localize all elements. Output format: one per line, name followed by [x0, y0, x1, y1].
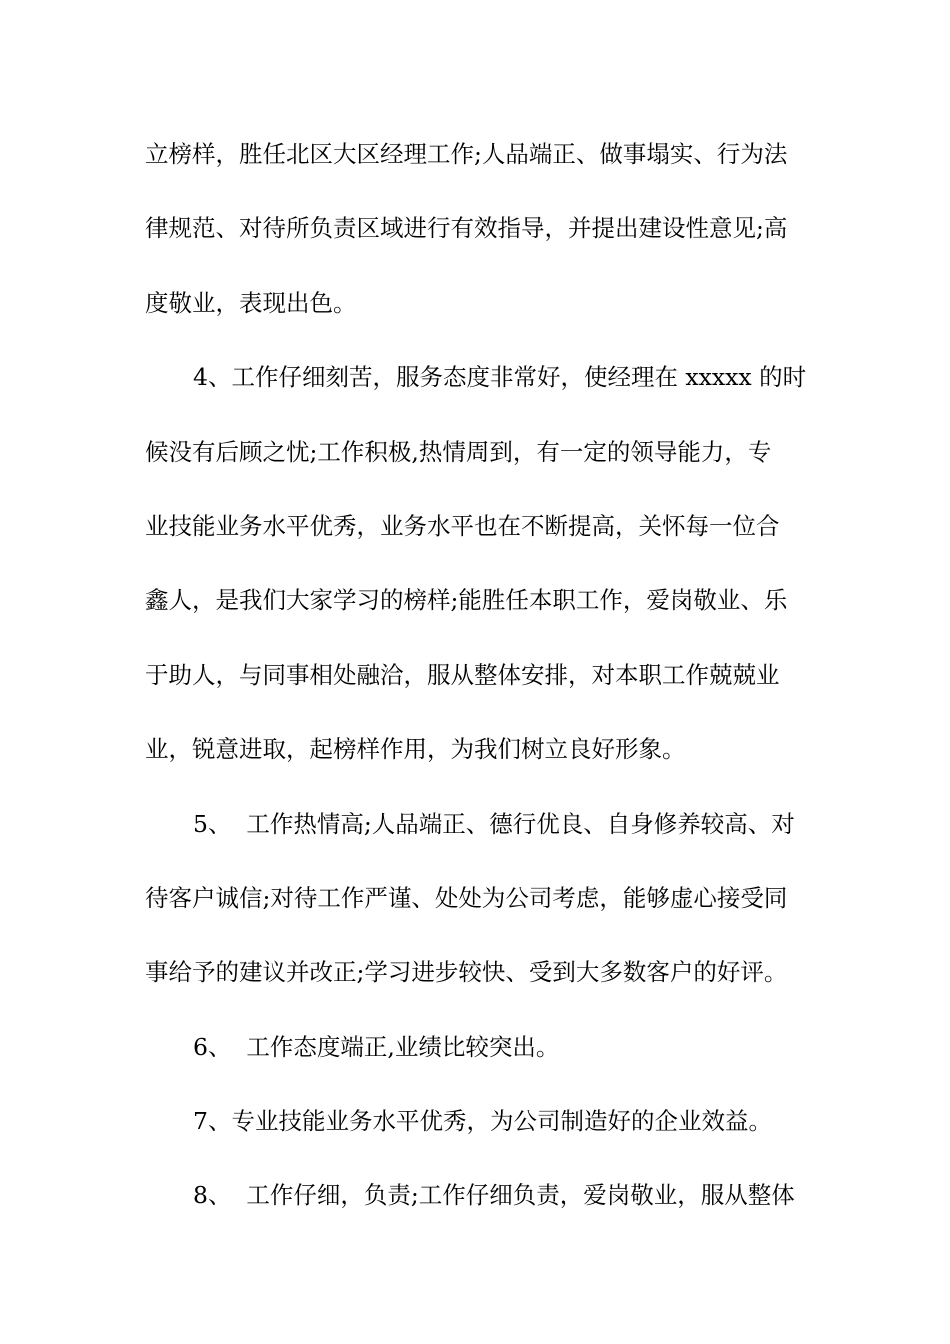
text-line-2: 律规范、对待所负责区域进行有效指导，并提出建设性意见;高 — [145, 214, 788, 243]
text-line-1: 立榜样，胜任北区大区经理工作;人品端正、做事塌实、行为法 — [145, 140, 788, 168]
text-line-7: 鑫人，是我们大家学习的榜样;能胜任本职工作，爱岗敬业、乐 — [145, 586, 788, 615]
text-line-10: 5、 工作热情高;人品端正、德行优良、自身修养较高、对 — [193, 809, 795, 838]
text-line-14: 7、专业技能业务水平优秀，为公司制造好的企业效益。 — [193, 1107, 772, 1136]
text-line-8: 于助人，与同事相处融洽，服从整体安排，对本职工作兢兢业 — [145, 660, 780, 689]
text-line-3: 度敬业，表现出色。 — [145, 288, 357, 317]
text-line-15: 8、 工作仔细，负责;工作仔细负责，爱岗敬业，服从整体 — [193, 1181, 795, 1210]
text-line-9: 业，锐意进取，起榜样作用，为我们树立良好形象。 — [145, 735, 686, 764]
text-line-4: 4、工作仔细刻苦，服务态度非常好，使经理在 xxxxx 的时 — [193, 363, 807, 392]
document-body — [145, 130, 810, 1246]
text-line-5: 候没有后顾之忧;工作积极,热情周到，有一定的领导能力，专 — [145, 437, 772, 466]
text-line-13: 6、 工作态度端正,业绩比较突出。 — [193, 1032, 560, 1061]
text-line-6: 业技能业务水平优秀，业务水平也在不断提高，关怀每一位合 — [145, 511, 780, 540]
text-line-12: 事给予的建议并改正;学习进步较快、受到大多数客户的好评。 — [145, 958, 788, 987]
text-line-11: 待客户诚信;对待工作严谨、处处为公司考虑，能够虚心接受同 — [145, 883, 788, 912]
